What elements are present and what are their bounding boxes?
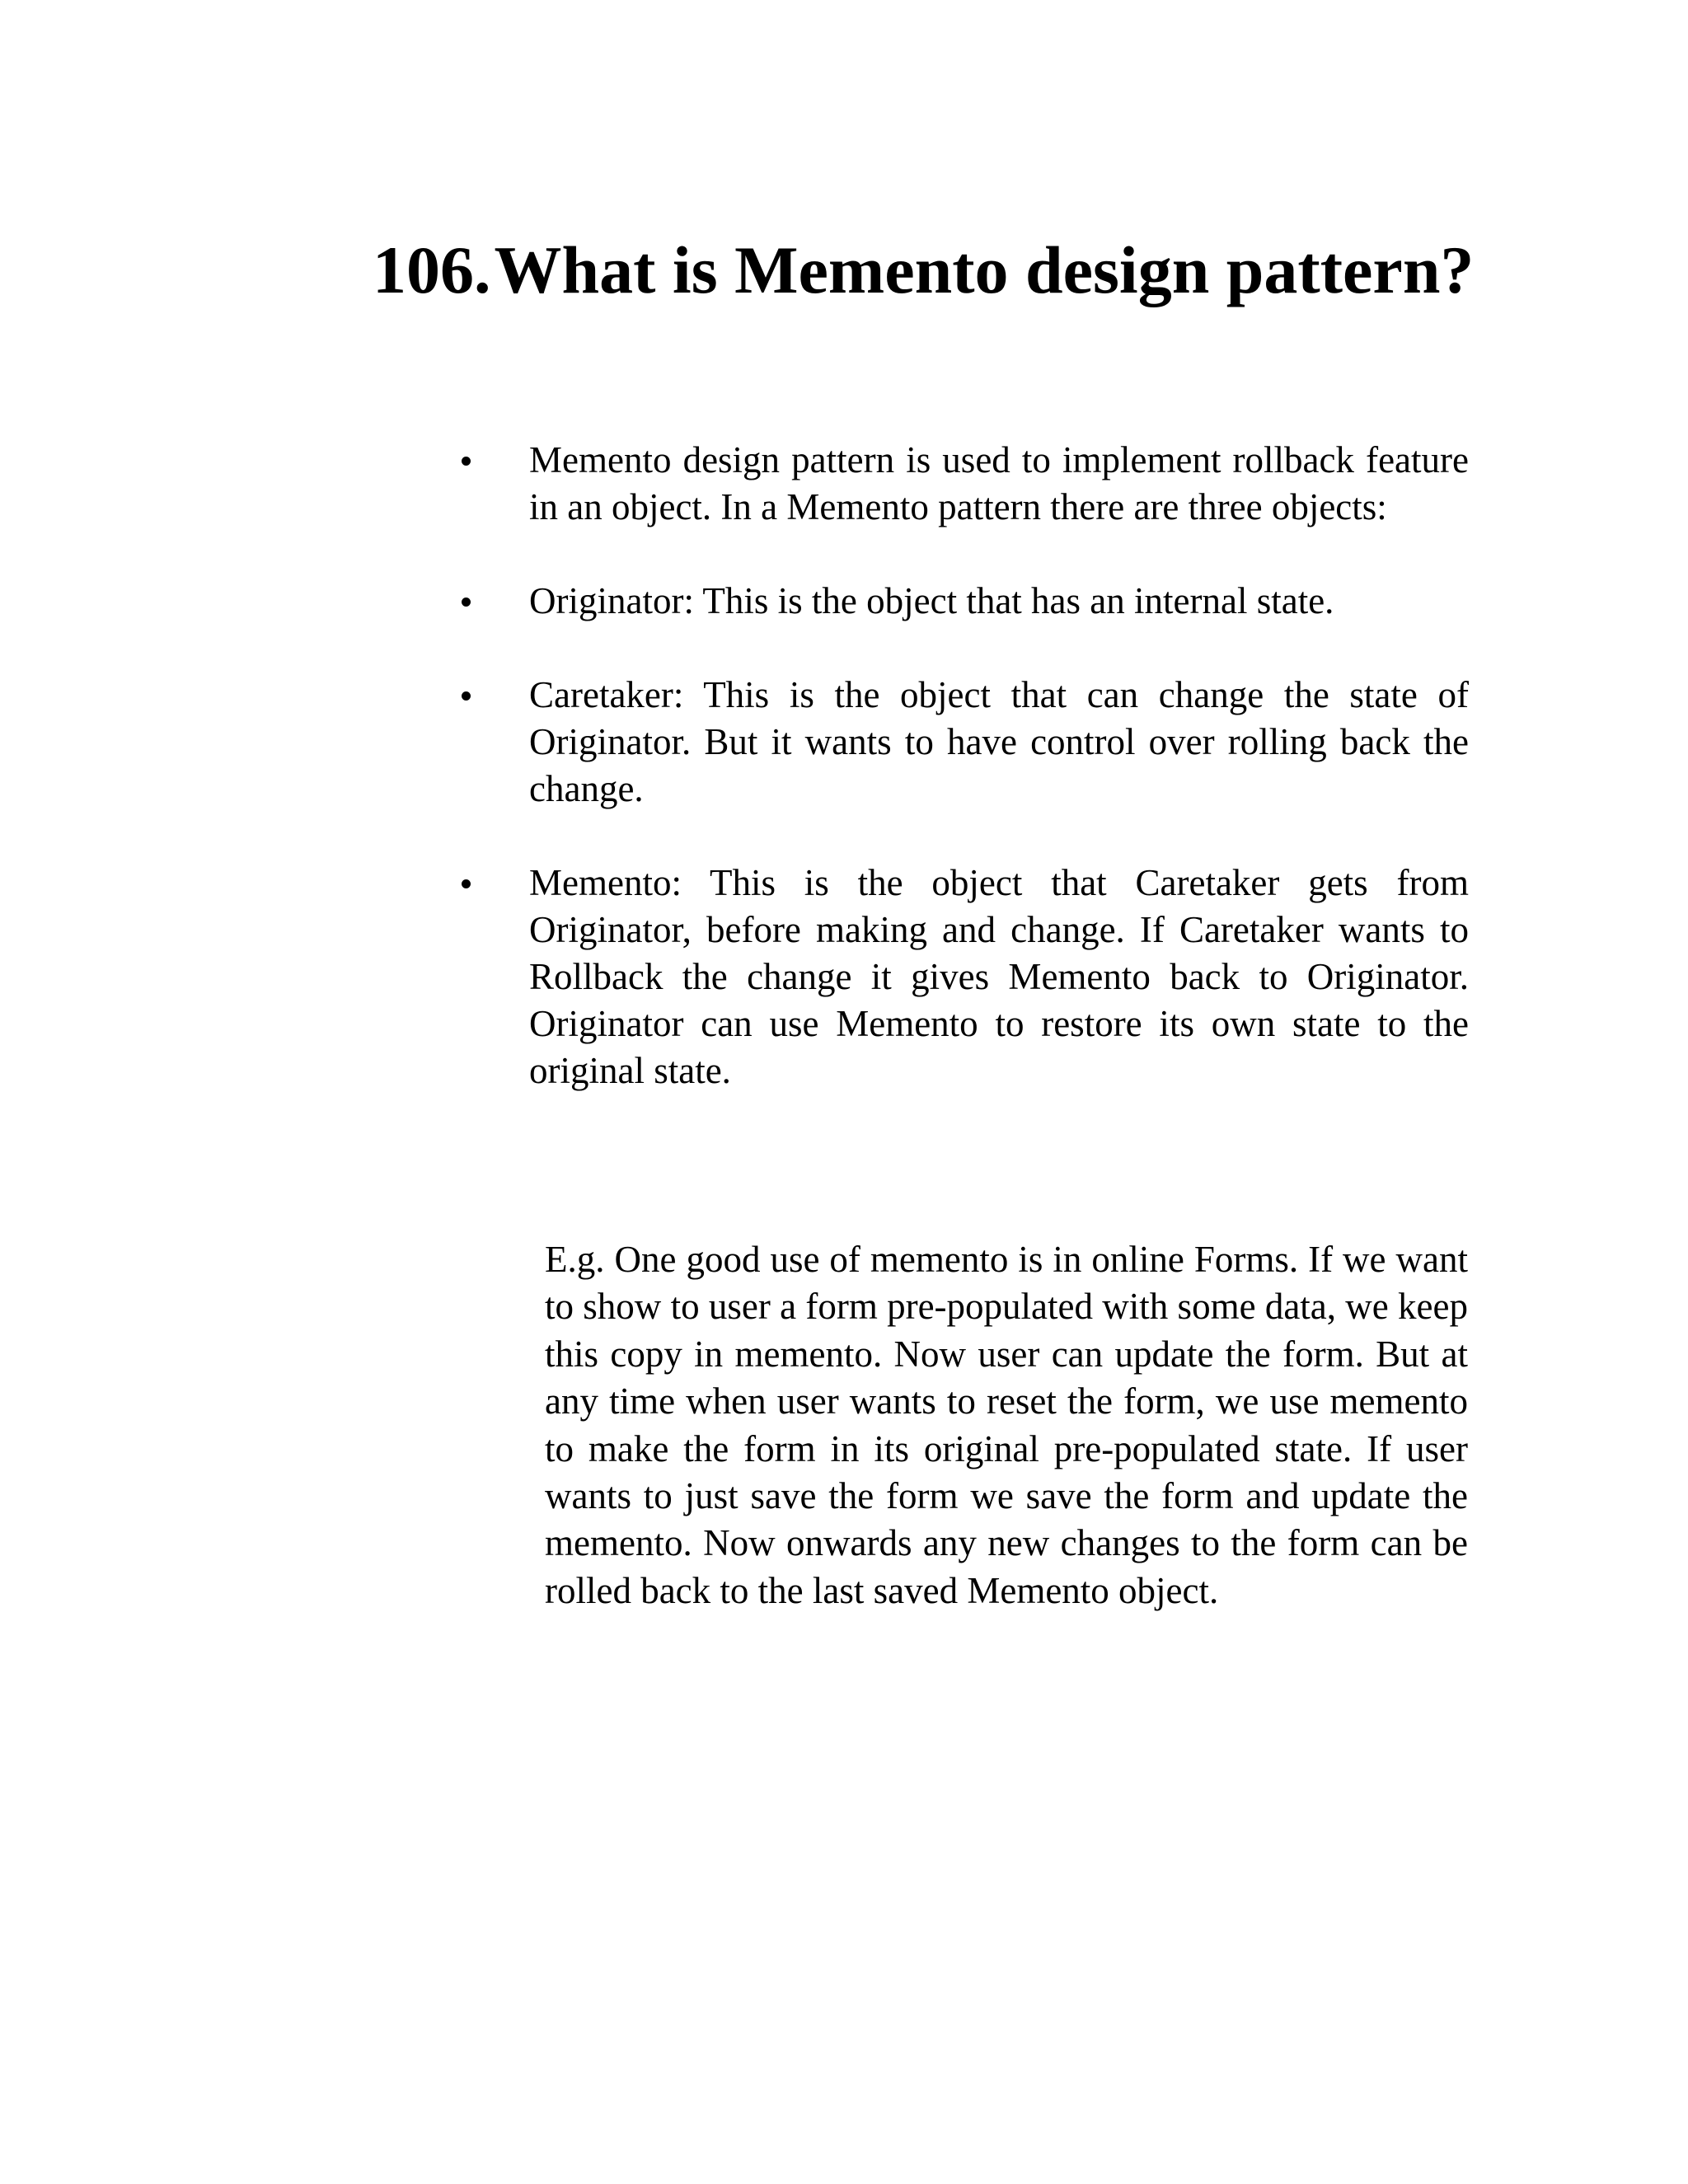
- bullet-item-caretaker: [462, 672, 1469, 813]
- example-paragraph: E.g. One good use of memento is in online Forms. If we want to show to user a form pre-populated with some data, we keep this copy in memento. Now user can update the form. But at any time when user wants to reset the form, we use memento to make the form in its original pre-populated state. If user wants to just save the form we save the form and update the memento. Now onwards any new changes to the form can be rolled back to the last saved Memento object.: [545, 1239, 1468, 1611]
- bullet-item-originator: [462, 578, 1469, 625]
- bullet-text: Memento design pattern is used to implement rollback feature in an object. In a Memento pattern there are three objects:: [529, 439, 1469, 527]
- bullet-dot-icon: [462, 691, 471, 701]
- bullet-text: Caretaker: This is the object that can change the state of Originator. But it wants to have control over rolling back the change.: [529, 674, 1469, 809]
- bullet-text: Originator: This is the object that has an internal state.: [529, 580, 1334, 621]
- question-number: 106.: [373, 232, 491, 307]
- bullet-list: [462, 437, 1469, 1141]
- bullet-dot-icon: [462, 879, 471, 888]
- bullet-text: Memento: This is the object that Caretaker gets from Originator, before making and change. If Caretaker wants to Rollback the change it gives Memento back to Originator. Originator can use Memento to restore its own state to the original state.: [529, 862, 1469, 1091]
- bullet-dot-icon: [462, 457, 471, 466]
- question-heading: [373, 229, 1526, 312]
- bullet-item-memento: [462, 860, 1469, 1094]
- bullet-dot-icon: [462, 598, 471, 607]
- question-title: What is Memento design pattern?: [494, 232, 1475, 307]
- bullet-item-intro: [462, 437, 1469, 531]
